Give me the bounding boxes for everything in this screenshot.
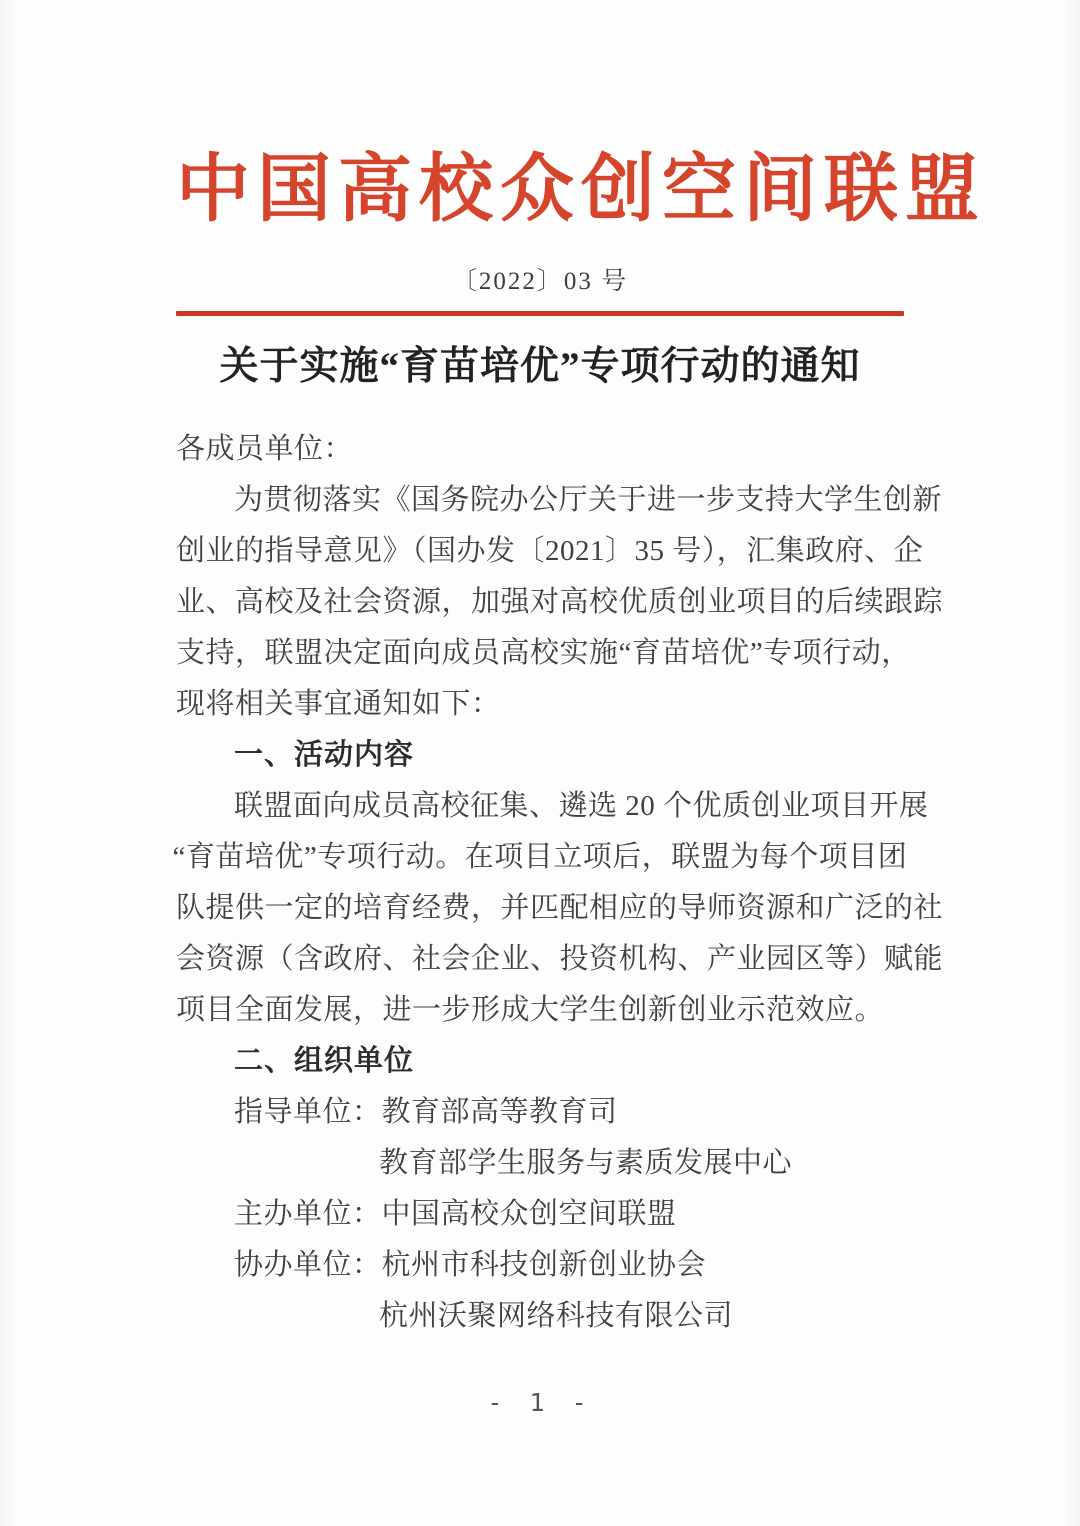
body-line: 一、活动内容 (234, 739, 415, 771)
body-line: 支持，联盟决定面向成员高校实施“育苗培优”专项行动， (176, 637, 911, 669)
letterhead-org-name: 中国高校众创空间联盟 (176, 149, 986, 231)
document-body (172, 424, 944, 1342)
body-line: “育苗培优”专项行动。在项目立项后，联盟为每个项目团 (172, 841, 908, 873)
body-line: 主办单位：中国高校众创空间联盟 (234, 1198, 677, 1230)
body-line: 项目全面发展，进一步形成大学生创新创业示范效应。 (176, 994, 885, 1026)
page-number: - 1 - (487, 1388, 593, 1417)
body-line: 为贯彻落实《国务院办公厅关于进一步支持大学生创新 (234, 484, 943, 516)
body-line: 会资源（含政府、社会企业、投资机构、产业园区等）赋能 (176, 943, 944, 975)
notice-title: 关于实施“育苗培优”专项行动的通知 (219, 345, 861, 388)
body-line: 杭州沃聚网络科技有限公司 (379, 1300, 734, 1332)
body-line: 业、高校及社会资源，加强对高校优质创业项目的后续跟踪 (176, 586, 944, 618)
body-line: 二、组织单位 (234, 1045, 415, 1077)
body-line: 教育部学生服务与素质发展中心 (379, 1147, 793, 1179)
body-line: 协办单位：杭州市科技创新创业协会 (234, 1249, 707, 1281)
document-content (172, 149, 986, 1417)
body-line: 创业的指导意见》（国办发〔2021〕35 号），汇集政府、企 (176, 535, 924, 567)
body-line: 各成员单位： (176, 433, 354, 465)
body-line: 现将相关事宜通知如下： (176, 688, 501, 720)
body-line: 队提供一定的培育经费，并匹配相应的导师资源和广泛的社 (176, 892, 944, 924)
body-line: 指导单位：教育部高等教育司 (234, 1096, 618, 1128)
body-line: 联盟面向成员高校征集、遴选 20 个优质创业项目开展 (234, 790, 929, 822)
letterhead-divider (176, 311, 904, 316)
doc-number: 〔2022〕03 号 (451, 268, 629, 295)
